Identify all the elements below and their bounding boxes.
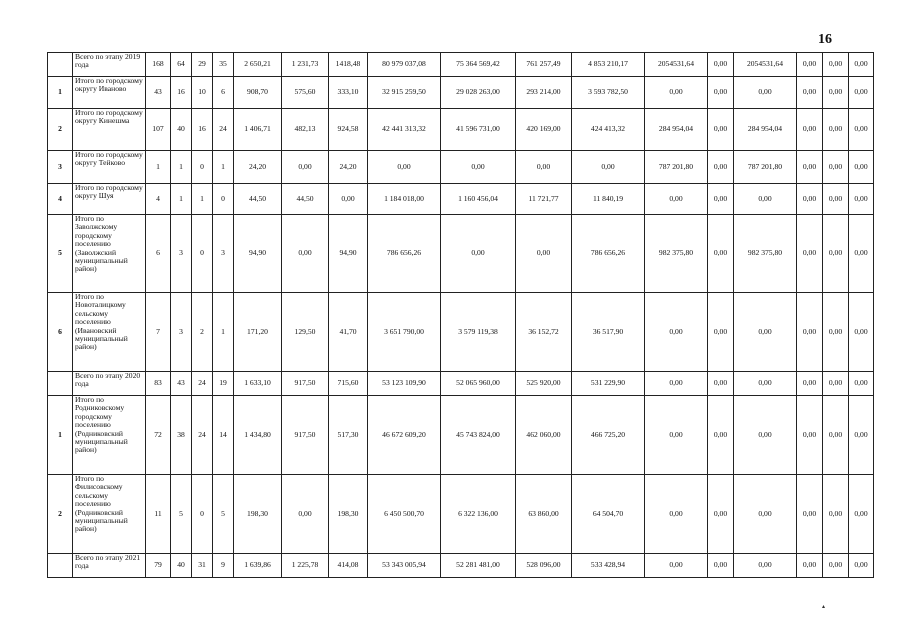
table-cell: 3 579 119,38 (441, 293, 516, 372)
table-row (48, 396, 874, 475)
table-cell: 0,00 (849, 554, 874, 578)
table-cell: 0,00 (708, 151, 734, 184)
table-cell: 0,00 (797, 554, 823, 578)
row-name: Итого по городскому округу Кинешма (73, 109, 146, 151)
table-cell: 0,00 (797, 215, 823, 293)
table-row (48, 475, 874, 554)
table-cell: 293 214,00 (516, 77, 572, 109)
table-cell: 24,20 (234, 151, 282, 184)
table-cell: 517,30 (329, 396, 368, 475)
table-cell: 0,00 (572, 151, 645, 184)
row-number: 3 (48, 151, 73, 184)
table-cell: 531 229,90 (572, 372, 645, 396)
table-cell: 46 672 609,20 (368, 396, 441, 475)
row-name: Итого по Родниковскому городскому поселению (Родниковский муниципальный район) (73, 396, 146, 475)
table-cell: 0,00 (708, 554, 734, 578)
table-cell: 1 160 456,04 (441, 184, 516, 215)
table-cell: 1 231,73 (282, 53, 329, 77)
table-cell: 0,00 (734, 184, 797, 215)
table-cell: 533 428,94 (572, 554, 645, 578)
table-cell: 1 225,78 (282, 554, 329, 578)
table-cell: 41 596 731,00 (441, 109, 516, 151)
table-cell: 198,30 (329, 475, 368, 554)
table-cell: 0,00 (823, 53, 849, 77)
table-cell: 9 (213, 554, 234, 578)
table-cell: 75 364 569,42 (441, 53, 516, 77)
table-cell: 7 (146, 293, 171, 372)
table-cell: 0 (192, 215, 213, 293)
table-cell: 0,00 (823, 184, 849, 215)
table-cell: 908,70 (234, 77, 282, 109)
table-cell: 0,00 (708, 372, 734, 396)
row-name: Итого по Заволжскому городскому поселению (Заволжский муниципальный район) (73, 215, 146, 293)
table-cell: 16 (192, 109, 213, 151)
table-cell: 0,00 (441, 151, 516, 184)
table-cell: 45 743 824,00 (441, 396, 516, 475)
row-number: 5 (48, 215, 73, 293)
row-name: Всего по этапу 2019 года (73, 53, 146, 77)
table-cell: 0,00 (282, 151, 329, 184)
table-cell: 83 (146, 372, 171, 396)
table-cell: 1 (192, 184, 213, 215)
table-cell: 24 (192, 396, 213, 475)
table-cell: 924,58 (329, 109, 368, 151)
row-number: 1 (48, 396, 73, 475)
table-cell: 64 504,70 (572, 475, 645, 554)
table-cell: 79 (146, 554, 171, 578)
table-row (48, 184, 874, 215)
table-cell: 0,00 (645, 184, 708, 215)
table-cell: 1 (146, 151, 171, 184)
table-cell: 462 060,00 (516, 396, 572, 475)
table-cell: 1418,48 (329, 53, 368, 77)
row-number (48, 554, 73, 578)
table-row (48, 109, 874, 151)
table-cell: 63 860,00 (516, 475, 572, 554)
table-cell: 0,00 (708, 53, 734, 77)
table-cell: 64 (171, 53, 192, 77)
table-cell: 35 (213, 53, 234, 77)
table-cell: 917,50 (282, 396, 329, 475)
table-cell: 171,20 (234, 293, 282, 372)
table-cell: 36 152,72 (516, 293, 572, 372)
table-cell: 6 322 136,00 (441, 475, 516, 554)
table-cell: 0,00 (708, 109, 734, 151)
table-cell: 0,00 (645, 372, 708, 396)
row-number: 2 (48, 109, 73, 151)
table-cell: 94,90 (329, 215, 368, 293)
table-cell: 0,00 (645, 554, 708, 578)
table-body (48, 53, 874, 578)
table-cell: 42 441 313,32 (368, 109, 441, 151)
row-number: 4 (48, 184, 73, 215)
row-name: Всего по этапу 2021 года (73, 554, 146, 578)
table-cell: 53 343 005,94 (368, 554, 441, 578)
table-cell: 129,50 (282, 293, 329, 372)
table-cell: 482,13 (282, 109, 329, 151)
table-cell: 0,00 (823, 293, 849, 372)
row-name: Итого по городскому округу Шуя (73, 184, 146, 215)
table-cell: 6 (213, 77, 234, 109)
table-cell: 0,00 (797, 396, 823, 475)
table-cell: 284 954,04 (645, 109, 708, 151)
table-cell: 0,00 (708, 184, 734, 215)
corner-mark: ▴ (822, 604, 826, 610)
table-cell: 982 375,80 (734, 215, 797, 293)
table-cell: 0,00 (645, 396, 708, 475)
table-cell: 0,00 (849, 372, 874, 396)
table-cell: 1 639,86 (234, 554, 282, 578)
table-cell: 0,00 (708, 293, 734, 372)
table-cell: 0,00 (823, 109, 849, 151)
table-cell: 0,00 (797, 151, 823, 184)
table-cell: 52 281 481,00 (441, 554, 516, 578)
table-cell: 466 725,20 (572, 396, 645, 475)
table-cell: 31 (192, 554, 213, 578)
table-cell: 1 406,71 (234, 109, 282, 151)
table-cell: 32 915 259,50 (368, 77, 441, 109)
table-cell: 0,00 (708, 396, 734, 475)
table-cell: 5 (213, 475, 234, 554)
table-cell: 2054531,64 (734, 53, 797, 77)
table-cell: 29 028 263,00 (441, 77, 516, 109)
table-cell: 0,00 (329, 184, 368, 215)
table-cell: 0,00 (797, 372, 823, 396)
row-name: Итого по городскому округу Иваново (73, 77, 146, 109)
table-cell: 29 (192, 53, 213, 77)
table-cell: 4 853 210,17 (572, 53, 645, 77)
table-cell: 0,00 (849, 77, 874, 109)
table-cell: 0,00 (797, 184, 823, 215)
table-row (48, 215, 874, 293)
summary-row (48, 372, 874, 396)
table-cell: 0,00 (734, 475, 797, 554)
table-cell: 40 (171, 109, 192, 151)
table-cell: 525 920,00 (516, 372, 572, 396)
table-cell: 0 (213, 184, 234, 215)
table-cell: 11 840,19 (572, 184, 645, 215)
table-cell: 80 979 037,08 (368, 53, 441, 77)
table-cell: 72 (146, 396, 171, 475)
table-cell: 0 (192, 151, 213, 184)
table-cell: 2054531,64 (645, 53, 708, 77)
row-number (48, 53, 73, 77)
table-cell: 787 201,80 (645, 151, 708, 184)
table-cell: 0,00 (849, 293, 874, 372)
table-cell: 917,50 (282, 372, 329, 396)
table-cell: 0,00 (849, 151, 874, 184)
table-cell: 41,70 (329, 293, 368, 372)
table-cell: 786 656,26 (368, 215, 441, 293)
table-cell: 0,00 (823, 77, 849, 109)
table-cell: 53 123 109,90 (368, 372, 441, 396)
table-cell: 0,00 (368, 151, 441, 184)
table-cell: 16 (171, 77, 192, 109)
row-number: 6 (48, 293, 73, 372)
table-cell: 0,00 (797, 109, 823, 151)
table-cell: 0,00 (823, 372, 849, 396)
table-cell: 1 184 018,00 (368, 184, 441, 215)
row-name: Всего по этапу 2020 года (73, 372, 146, 396)
table-cell: 0,00 (849, 215, 874, 293)
table-cell: 6 450 500,70 (368, 475, 441, 554)
table-row (48, 293, 874, 372)
table-cell: 0,00 (282, 475, 329, 554)
table-cell: 0,00 (823, 215, 849, 293)
table-cell: 19 (213, 372, 234, 396)
table-cell: 24 (213, 109, 234, 151)
table-cell: 0,00 (516, 215, 572, 293)
table-cell: 0,00 (849, 475, 874, 554)
table-cell: 0,00 (823, 554, 849, 578)
table-cell: 198,30 (234, 475, 282, 554)
table-cell: 94,90 (234, 215, 282, 293)
table-cell: 0,00 (734, 293, 797, 372)
table-cell: 3 593 782,50 (572, 77, 645, 109)
table-cell: 761 257,49 (516, 53, 572, 77)
row-number: 1 (48, 77, 73, 109)
table-cell: 43 (146, 77, 171, 109)
summary-row (48, 53, 874, 77)
table-cell: 14 (213, 396, 234, 475)
table-cell: 0,00 (516, 151, 572, 184)
row-name: Итого по Филисовскому сельскому поселению (Родниковский муниципальный район) (73, 475, 146, 554)
table-cell: 0,00 (708, 215, 734, 293)
summary-row (48, 554, 874, 578)
table-cell: 52 065 960,00 (441, 372, 516, 396)
table-cell: 0,00 (282, 215, 329, 293)
table-cell: 0,00 (708, 475, 734, 554)
table-cell: 1 434,80 (234, 396, 282, 475)
table-cell: 424 413,32 (572, 109, 645, 151)
table-row (48, 77, 874, 109)
table-cell: 0,00 (797, 53, 823, 77)
table-cell: 0,00 (823, 396, 849, 475)
table-cell: 0,00 (797, 293, 823, 372)
table-cell: 0,00 (849, 53, 874, 77)
table-cell: 3 651 790,00 (368, 293, 441, 372)
row-name: Итого по городскому округу Тейково (73, 151, 146, 184)
table-cell: 0,00 (797, 475, 823, 554)
table-cell: 1 (171, 151, 192, 184)
table-cell: 44,50 (234, 184, 282, 215)
table-cell: 1 (213, 293, 234, 372)
table-cell: 24,20 (329, 151, 368, 184)
row-name: Итого по Новоталицкому сельскому поселению (Ивановский муниципальный район) (73, 293, 146, 372)
table-cell: 0,00 (734, 372, 797, 396)
table-cell: 6 (146, 215, 171, 293)
table-cell: 11 (146, 475, 171, 554)
table-cell: 715,60 (329, 372, 368, 396)
table-cell: 43 (171, 372, 192, 396)
table-cell: 0,00 (645, 475, 708, 554)
row-number (48, 372, 73, 396)
table-cell: 3 (171, 215, 192, 293)
table-cell: 528 096,00 (516, 554, 572, 578)
table-cell: 5 (171, 475, 192, 554)
row-number: 2 (48, 475, 73, 554)
table-cell: 284 954,04 (734, 109, 797, 151)
table-cell: 38 (171, 396, 192, 475)
table-cell: 0,00 (441, 215, 516, 293)
table-cell: 44,50 (282, 184, 329, 215)
table-cell: 0 (192, 475, 213, 554)
table-cell: 0,00 (849, 109, 874, 151)
table-cell: 168 (146, 53, 171, 77)
table-cell: 4 (146, 184, 171, 215)
table-cell: 333,10 (329, 77, 368, 109)
table-cell: 0,00 (823, 475, 849, 554)
table-cell: 0,00 (645, 77, 708, 109)
table-cell: 0,00 (849, 184, 874, 215)
table-cell: 107 (146, 109, 171, 151)
table-cell: 982 375,80 (645, 215, 708, 293)
program-table (47, 52, 874, 578)
table-cell: 36 517,90 (572, 293, 645, 372)
table-cell: 0,00 (645, 293, 708, 372)
table-cell: 40 (171, 554, 192, 578)
table-cell: 414,08 (329, 554, 368, 578)
table-cell: 0,00 (797, 77, 823, 109)
table-row (48, 151, 874, 184)
table-cell: 2 (192, 293, 213, 372)
table-cell: 3 (171, 293, 192, 372)
table-cell: 11 721,77 (516, 184, 572, 215)
table-cell: 0,00 (734, 77, 797, 109)
table-cell: 575,60 (282, 77, 329, 109)
table-cell: 2 650,21 (234, 53, 282, 77)
table-cell: 787 201,80 (734, 151, 797, 184)
table-cell: 0,00 (708, 77, 734, 109)
page-number: 16 (818, 32, 832, 47)
table-cell: 0,00 (734, 396, 797, 475)
table-cell: 0,00 (734, 554, 797, 578)
table-cell: 24 (192, 372, 213, 396)
table-cell: 420 169,00 (516, 109, 572, 151)
table-cell: 1 633,10 (234, 372, 282, 396)
table-cell: 1 (213, 151, 234, 184)
table-cell: 0,00 (849, 396, 874, 475)
table-cell: 786 656,26 (572, 215, 645, 293)
table-cell: 1 (171, 184, 192, 215)
table-cell: 3 (213, 215, 234, 293)
table-cell: 0,00 (823, 151, 849, 184)
table-cell: 10 (192, 77, 213, 109)
